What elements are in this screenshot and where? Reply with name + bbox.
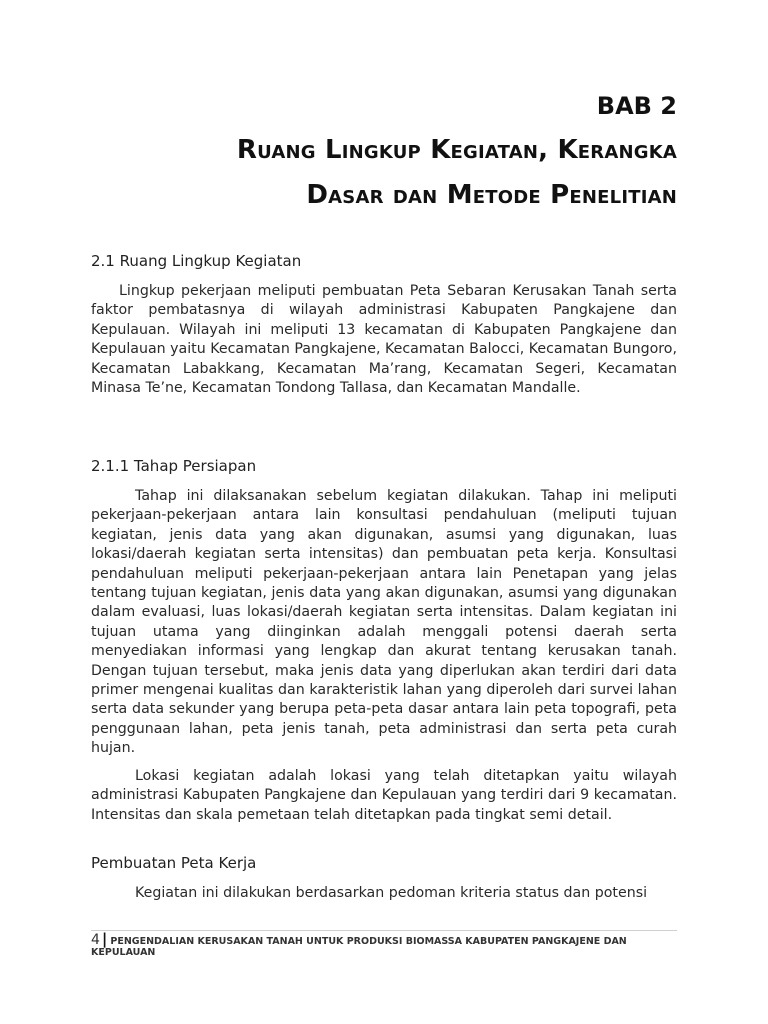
footer-divider: [91, 930, 677, 931]
chapter-title-line-1: Ruang Lingkup Kegiatan, Kerangka: [236, 135, 677, 165]
section-2-1-1-paragraph-1: Tahap ini dilaksanakan sebelum kegiatan dilakukan. Tahap ini meliputi pekerjaan-pekerjaan antara lain konsultasi pendahuluan (meliputi tujuan kegiatan, jenis data yang akan digunakan, asumsi yang digunakan, luas lokasi/daerah kegiatan serta intensitas) dan pembuatan peta kerja. Konsultasi pendahuluan meliputi pekerjaan-pekerjaan antara lain Penetapan yang jelas tentang tujuan kegiatan, jenis data yang akan digunakan, asumsi yang digunakan dalam evaluasi, luas lokasi/daerah kegiatan serta intensitas. Dalam kegiatan ini tujuan utama yang diinginkan adalah menggali potensi daerah serta menyediakan informasi yang lengkap dan akurat tentang kerusakan tanah. Dengan tujuan tersebut, maka jenis data yang diperlukan akan terdiri dari data primer mengenai kualitas dan karakteristik lahan yang diperoleh dari survei lahan serta data sekunder yang berupa peta-peta dasar antara lain peta topografi, peta penggunaan lahan, peta jenis tanah, peta administrasi dan serta peta curah hujan.: [91, 488, 677, 757]
section-2-1-paragraph: Lingkup pekerjaan meliputi pembuatan Peta Sebaran Kerusakan Tanah serta faktor pembatasnya di wilayah administrasi Kabupaten Pangkajene dan Kepulauan. Wilayah ini meliputi 13 kecamatan di Kabupaten Pangkajene dan Kepulauan yaitu Kecamatan Pangkajene, Kecamatan Balocci, Kecamatan Bungoro, Kecamatan Labakkang, Kecamatan Ma’rang, Kecamatan Segeri, Kecamatan Minasa Te’ne, Kecamatan Tondong Tallasa, dan Kecamatan Mandalle.: [91, 283, 677, 397]
footer-separator: |: [101, 930, 108, 948]
chapter-title: [77, 128, 677, 218]
page-footer: [91, 930, 681, 958]
chapter-number: BAB 2: [596, 92, 677, 120]
page-number: 4: [91, 932, 100, 948]
section-2-1-1-paragraph-2: Lokasi kegiatan adalah lokasi yang telah ditetapkan yaitu wilayah administrasi Kabupaten Pangkajene dan Kepulauan yang terdiri dari 9 kecamatan. Intensitas dan skala pemetaan telah ditetapkan pada tingkat semi detail.: [91, 768, 677, 823]
peta-kerja-paragraph: Kegiatan ini dilakukan berdasarkan pedoman kriteria status dan potensi: [135, 885, 648, 901]
chapter-title-line-2: Dasar dan Metode Penelitian: [306, 180, 677, 210]
running-title: PENGENDALIAN KERUSAKAN TANAH UNTUK PRODUKSI BIOMASSA KABUPATEN PANGKAJENE DAN KEPULAUAN: [91, 936, 627, 958]
section-heading-2-1-1: 2.1.1 Tahap Persiapan: [91, 457, 257, 475]
subheading-peta-kerja: Pembuatan Peta Kerja: [91, 854, 257, 872]
section-heading-2-1: 2.1 Ruang Lingkup Kegiatan: [91, 252, 302, 270]
